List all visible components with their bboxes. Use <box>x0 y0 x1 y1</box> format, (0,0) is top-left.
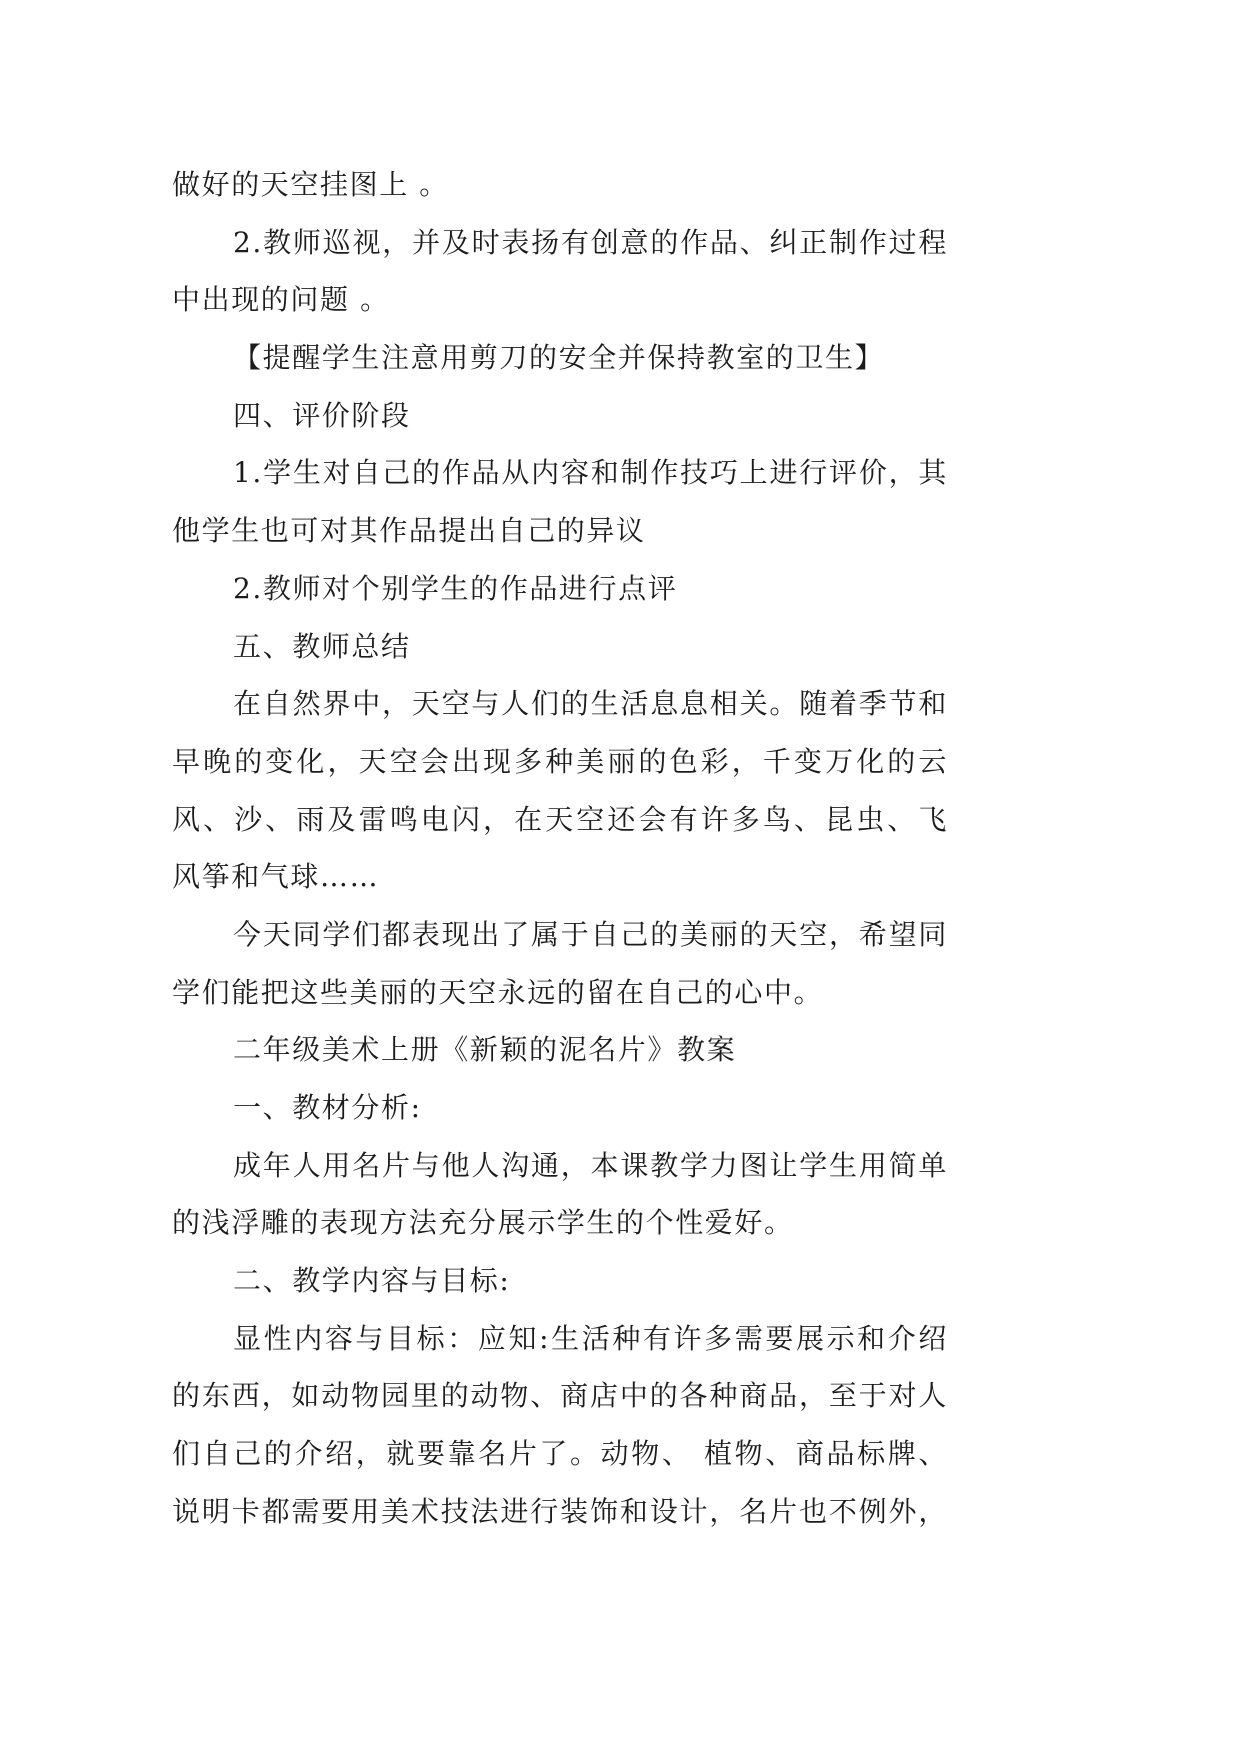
text-line: 在自然界中，天空与人们的生活息息相关。随着季节和 <box>233 687 948 721</box>
paragraph <box>172 618 948 676</box>
text-line: 的东西，如动物园里的动物、商店中的各种商品，至于对人 <box>172 1379 948 1413</box>
text-line: 风、沙、雨及雷鸣电闪，在天空还会有许多鸟、昆虫、飞 <box>172 802 948 836</box>
paragraph <box>172 329 948 387</box>
paragraph <box>172 1252 948 1310</box>
text-line: 做好的天空挂图上 。 <box>172 168 449 201</box>
paragraph <box>172 1310 948 1541</box>
text-line: 他学生也可对其作品提出自己的异议 <box>172 514 646 548</box>
text-line: 显性内容与目标：应知:生活种有许多需要展示和介绍 <box>233 1321 948 1355</box>
text-line: 风筝和气球…… <box>172 860 380 894</box>
document-body <box>172 156 948 1541</box>
text-line: 1.学生对自己的作品从内容和制作技巧上进行评价，其 <box>233 456 948 490</box>
paragraph <box>172 1079 948 1137</box>
text-line: 的浅浮雕的表现方法充分展示学生的个性爱好。 <box>172 1206 794 1240</box>
text-line: 2.教师对个别学生的作品进行点评 <box>233 571 678 605</box>
text-line: 二年级美术上册《新颖的泥名片》教案 <box>233 1033 737 1067</box>
text-line: 一、教材分析: <box>233 1091 422 1124</box>
paragraph <box>172 906 948 1021</box>
text-line: 【提醒学生注意用剪刀的安全并保持教室的卫生】 <box>233 341 885 375</box>
paragraph <box>172 444 948 559</box>
text-line: 今天同学们都表现出了属于自己的美丽的天空，希望同 <box>233 917 948 951</box>
text-line: 成年人用名片与他人沟通，本课教学力图让学生用简单 <box>233 1148 948 1182</box>
text-line: 们自己的介绍，就要靠名片了。动物、 植物、商品标牌、 <box>172 1437 948 1471</box>
text-line: 二、教学内容与目标: <box>233 1264 511 1298</box>
paragraph <box>172 560 948 618</box>
paragraph <box>172 387 948 445</box>
paragraph <box>172 156 948 214</box>
text-line: 2.教师巡视，并及时表扬有创意的作品、纠正制作过程 <box>233 225 948 259</box>
text-line: 五、教师总结 <box>233 629 411 663</box>
paragraph <box>172 675 948 906</box>
text-line: 四、评价阶段 <box>233 398 411 432</box>
text-line: 中出现的问题 。 <box>172 283 390 317</box>
text-line: 说明卡都需要用美术技法进行装饰和设计，名片也不例外， <box>172 1494 948 1528</box>
text-line: 学们能把这些美丽的天空永远的留在自己的心中。 <box>172 975 824 1009</box>
paragraph <box>172 214 948 329</box>
paragraph <box>172 1137 948 1252</box>
paragraph <box>172 1021 948 1079</box>
text-line: 早晚的变化，天空会出现多种美丽的色彩，千变万化的云 <box>172 744 948 778</box>
